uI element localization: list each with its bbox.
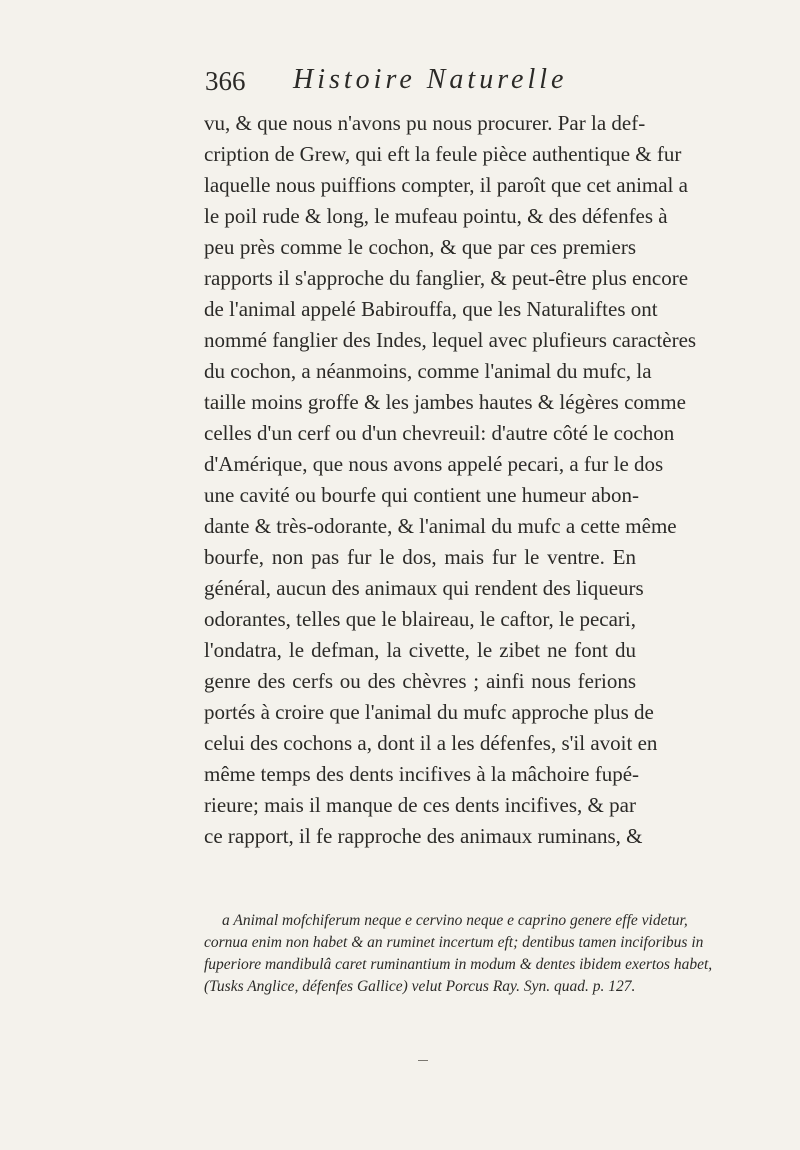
text-line: nommé fanglier des Indes, lequel avec plufieurs caractères — [204, 328, 697, 352]
text-line: peu près comme le cochon, & que par ces premiers — [204, 235, 636, 259]
running-title: Histoire Naturelle — [293, 64, 568, 95]
footnote — [204, 910, 713, 998]
text-line: le poil rude & long, le mufeau pointu, & des défenfes à — [204, 204, 668, 228]
text-line: d'Amérique, que nous avons appelé pecari, a fur le dos — [204, 452, 664, 476]
page-number: 366 — [205, 66, 246, 96]
text-line: laquelle nous puiffions compter, il paroît que cet animal a — [204, 173, 688, 197]
text-line: odorantes, telles que le blaireau, le caftor, le pecari, — [204, 607, 636, 631]
text-line: même temps des dents incifives à la mâchoire fupé- — [204, 762, 640, 786]
text-line: bourfe, non pas fur le dos, mais fur le ventre. En — [204, 545, 636, 569]
text-line: rapports il s'approche du fanglier, & peut-être plus encore — [204, 266, 689, 290]
text-line: de l'animal appelé Babirouffa, que les Naturaliftes ont — [204, 297, 658, 321]
page-mark — [418, 1060, 428, 1061]
page-header — [205, 66, 645, 106]
text-line: cription de Grew, qui eft la feule pièce authentique & fur — [204, 142, 682, 166]
text-line: une cavité ou bourfe qui contient une humeur abon- — [204, 483, 640, 507]
text-line: l'ondatra, le defman, la civette, le zibet ne font du — [204, 638, 636, 662]
text-line: général, aucun des animaux qui rendent des liqueurs — [204, 576, 644, 600]
footnote-line: (Tusks Anglice, défenfes Gallice) velut Porcus Ray. Syn. quad. p. 127. — [204, 978, 636, 995]
text-line: taille moins groffe & les jambes hautes & légères comme — [204, 390, 686, 414]
text-line: celles d'un cerf ou d'un chevreuil: d'autre côté le cochon — [204, 421, 675, 445]
main-text — [204, 108, 697, 852]
footnote-line: fuperiore mandibulâ caret ruminantium in modum & dentes ibidem exertos habet, — [204, 956, 713, 973]
footnote-line: a Animal mofchiferum neque e cervino neque e caprino genere effe videtur, — [222, 912, 688, 929]
text-line: ce rapport, il fe rapproche des animaux ruminans, & — [204, 824, 643, 848]
text-line: celui des cochons a, dont il a les défenfes, s'il avoit en — [204, 731, 658, 755]
text-line: vu, & que nous n'avons pu nous procurer. Par la def- — [204, 111, 646, 135]
text-line: dante & très-odorante, & l'animal du mufc a cette même — [204, 514, 677, 538]
footnote-line: cornua enim non habet & an ruminet incertum eft; dentibus tamen inciforibus in — [204, 934, 704, 951]
text-line: portés à croire que l'animal du mufc approche plus de — [204, 700, 654, 724]
text-line: du cochon, a néanmoins, comme l'animal du mufc, la — [204, 359, 652, 383]
text-line: genre des cerfs ou des chèvres ; ainfi nous ferions — [204, 669, 636, 693]
text-line: rieure; mais il manque de ces dents incifives, & par — [204, 793, 636, 817]
